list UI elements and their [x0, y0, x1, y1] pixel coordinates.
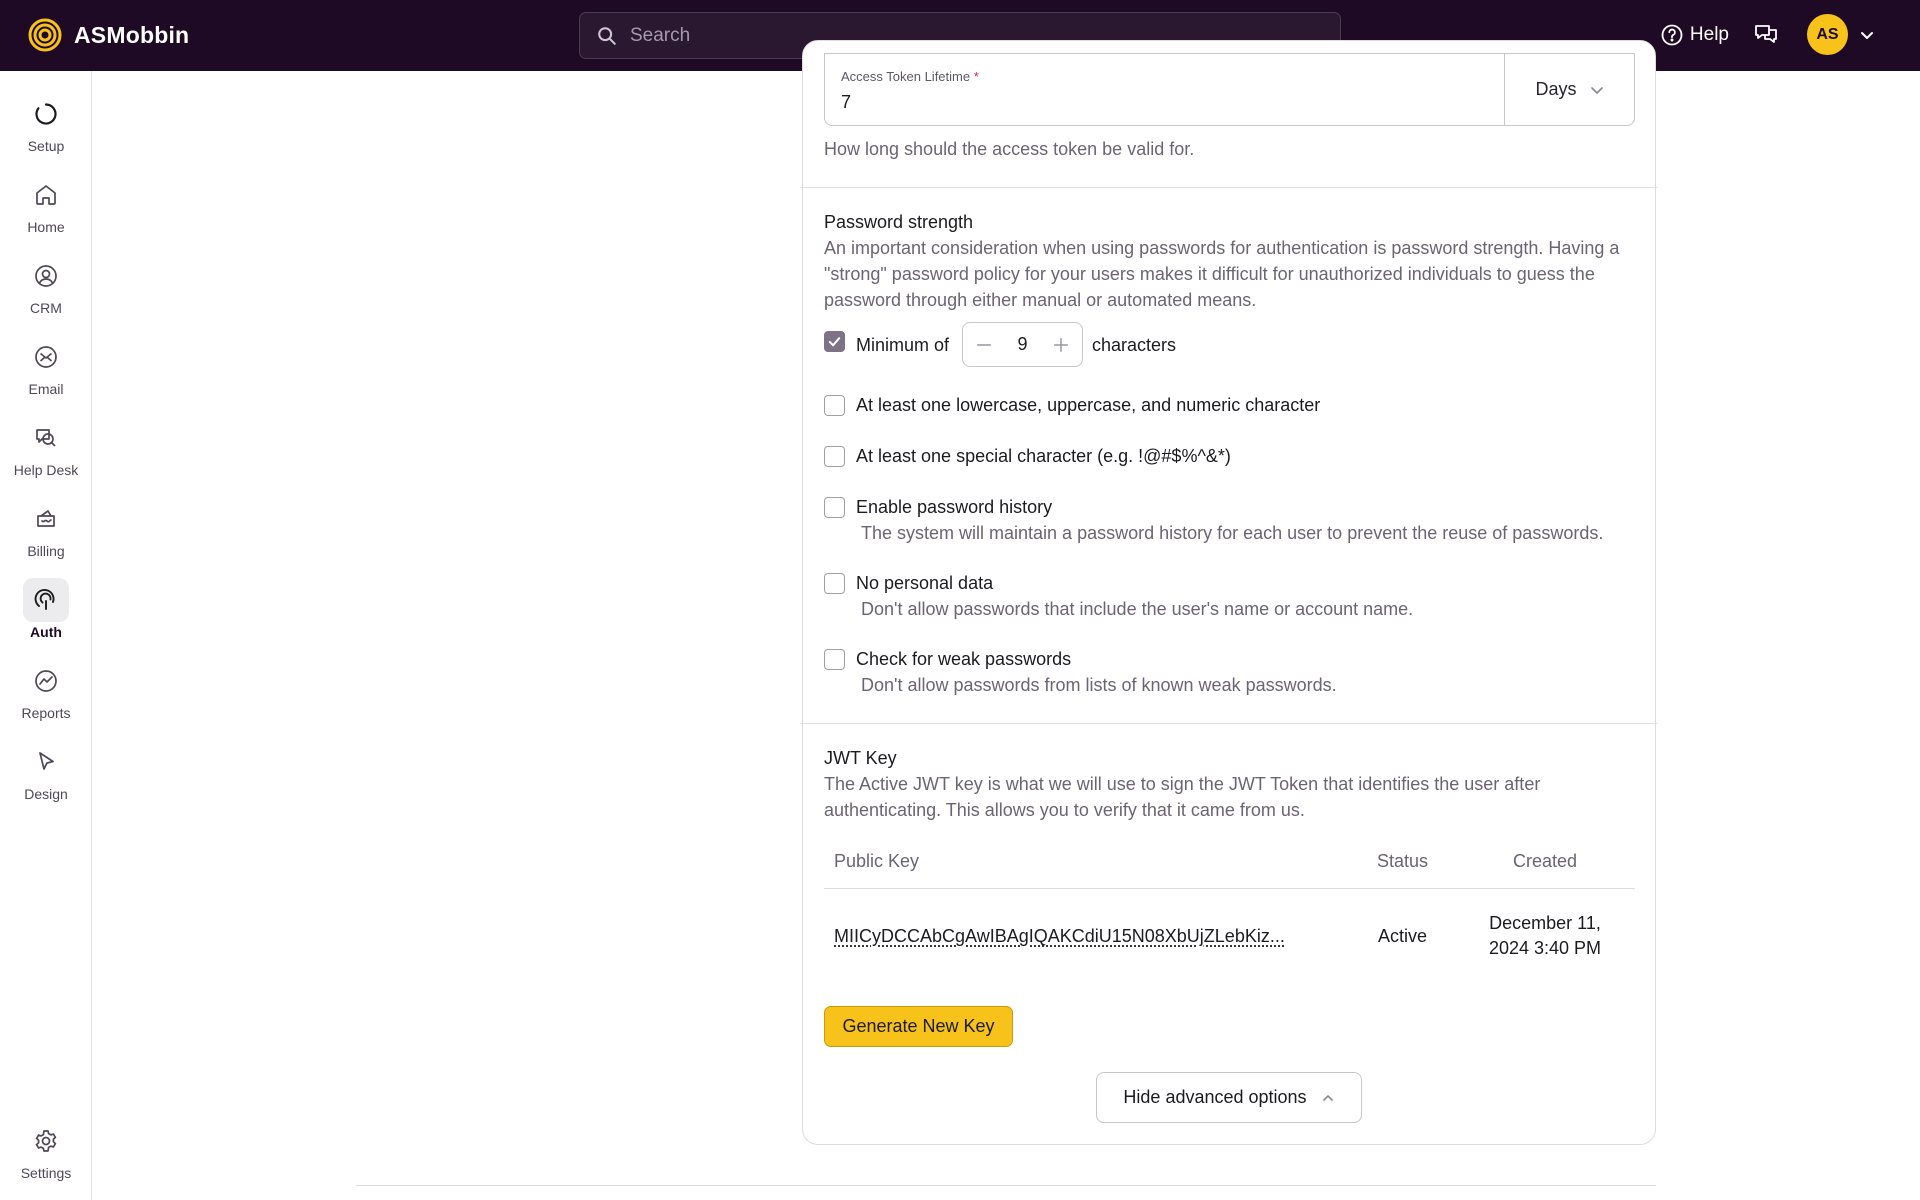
increment-button[interactable] — [1050, 334, 1072, 356]
logo-icon — [28, 18, 62, 52]
jwt-key-table — [824, 836, 1635, 984]
chevron-up-icon — [1321, 1091, 1335, 1105]
minimum-length-value[interactable]: 9 — [1017, 334, 1028, 354]
avatar[interactable]: AS — [1807, 14, 1848, 55]
sidebar-item-label: CRM — [30, 300, 62, 316]
sidebar-item-auth[interactable] — [0, 578, 92, 650]
lifetime-unit-value: Days — [1535, 79, 1577, 99]
lifetime-unit-select[interactable] — [1504, 54, 1635, 125]
column-header-created: Created — [1455, 836, 1635, 888]
sidebar-item-design[interactable] — [0, 740, 92, 812]
sidebar-item-email[interactable] — [0, 335, 92, 407]
special-char-label: At least one special character (e.g. !@#$%^&*) — [856, 446, 1231, 466]
sidebar-item-home[interactable] — [0, 173, 92, 245]
plus-icon — [1052, 336, 1070, 354]
minimum-length-suffix: characters — [1092, 335, 1177, 355]
home-icon — [33, 182, 59, 208]
sidebar-item-settings[interactable] — [0, 1119, 92, 1191]
key-created: December 11, 2024 3:40 PM — [1488, 913, 1602, 959]
public-key-link[interactable]: MIICyDCCAbCgAwIBAgIQAKCdiU15N08XbUjZLebKiz... — [834, 925, 1285, 946]
sidebar-item-label: Setup — [27, 138, 65, 154]
field-label: Access Token Lifetime * — [841, 69, 979, 84]
minimum-length-stepper[interactable] — [962, 322, 1083, 367]
mixed-case-checkbox[interactable] — [824, 395, 845, 416]
access-token-lifetime-field[interactable] — [824, 53, 1635, 126]
no-personal-data-description: Don't allow passwords that include the user's name or account name. — [861, 599, 1414, 619]
divider — [356, 1185, 1656, 1186]
key-status: Active — [1377, 925, 1428, 946]
sidebar-item-label: Billing — [27, 543, 65, 559]
password-history-checkbox[interactable] — [824, 497, 845, 518]
special-char-checkbox[interactable] — [824, 446, 845, 467]
table-row — [824, 888, 1635, 984]
chevron-down-icon — [1589, 82, 1605, 98]
chat-icon[interactable] — [1753, 22, 1779, 48]
minimum-length-prefix: Minimum of — [856, 335, 950, 355]
sidebar-item-reports[interactable] — [0, 659, 92, 731]
access-token-lifetime-input[interactable]: 7 — [841, 92, 852, 112]
email-icon — [33, 344, 59, 370]
divider — [800, 187, 1658, 188]
column-header-public-key: Public Key — [824, 836, 1350, 888]
minimum-length-checkbox[interactable] — [824, 331, 845, 352]
sidebar-item-crm[interactable] — [0, 254, 92, 326]
generate-new-key-button[interactable]: Generate New Key — [824, 1006, 1013, 1047]
jwt-key-title: JWT Key — [824, 748, 897, 768]
minus-icon — [975, 336, 993, 354]
password-history-description: The system will maintain a password history for each user to prevent the reuse of passwords. — [861, 523, 1604, 543]
sidebar-item-setup[interactable] — [0, 92, 92, 164]
weak-passwords-description: Don't allow passwords from lists of known weak passwords. — [861, 675, 1337, 695]
design-icon — [33, 749, 59, 775]
sidebar-item-label: Help Desk — [13, 462, 79, 478]
help-label: Help — [1689, 23, 1729, 45]
check-icon — [827, 334, 842, 349]
divider — [800, 723, 1658, 724]
help-button[interactable] — [1660, 23, 1729, 47]
brand[interactable] — [28, 18, 189, 52]
weak-passwords-label: Check for weak passwords — [856, 649, 1072, 669]
sidebar-item-label: Home — [27, 219, 65, 235]
reports-icon — [33, 668, 59, 694]
auth-icon — [33, 587, 59, 613]
hide-advanced-options-label: Hide advanced options — [1123, 1087, 1307, 1107]
table-header-row — [824, 836, 1635, 888]
sidebar-item-help-desk[interactable] — [0, 416, 92, 488]
sidebar-item-label: Auth — [30, 624, 62, 640]
access-token-helper: How long should the access token be valid for. — [824, 139, 1195, 159]
help-desk-icon — [33, 425, 59, 451]
no-personal-data-checkbox[interactable] — [824, 573, 845, 594]
gear-icon — [33, 1128, 59, 1154]
sidebar-item-label: Email — [28, 381, 64, 397]
no-personal-data-label: No personal data — [856, 573, 994, 593]
sidebar-item-label: Settings — [20, 1165, 72, 1181]
password-strength-description: An important consideration when using passwords for authentication is password strength. Having a "strong" password policy for your users makes it difficult for unauthorized individuals to guess the password through either manual or automated means. — [824, 238, 1620, 310]
password-strength-title: Password strength — [824, 212, 974, 232]
chevron-down-icon[interactable] — [1858, 26, 1876, 44]
sidebar — [0, 71, 92, 1200]
decrement-button[interactable] — [973, 334, 995, 356]
app-name: ASMobbin — [74, 21, 190, 48]
crm-icon — [33, 263, 59, 289]
header-actions — [1660, 14, 1876, 55]
help-icon — [1660, 23, 1684, 47]
jwt-key-description: The Active JWT key is what we will use to sign the JWT Token that identifies the user after authenticating. This allows you to verify that it came from us. — [824, 774, 1541, 820]
setup-icon — [33, 101, 59, 127]
hide-advanced-options-button[interactable] — [1096, 1072, 1362, 1123]
weak-passwords-checkbox[interactable] — [824, 649, 845, 670]
mixed-case-label: At least one lowercase, uppercase, and numeric character — [856, 395, 1321, 415]
search-icon — [596, 25, 618, 47]
sidebar-item-label: Reports — [21, 705, 71, 721]
sidebar-item-billing[interactable] — [0, 497, 92, 569]
billing-icon — [33, 506, 59, 532]
column-header-status: Status — [1350, 836, 1455, 888]
password-history-label: Enable password history — [856, 497, 1053, 517]
sidebar-item-label: Design — [24, 786, 68, 802]
